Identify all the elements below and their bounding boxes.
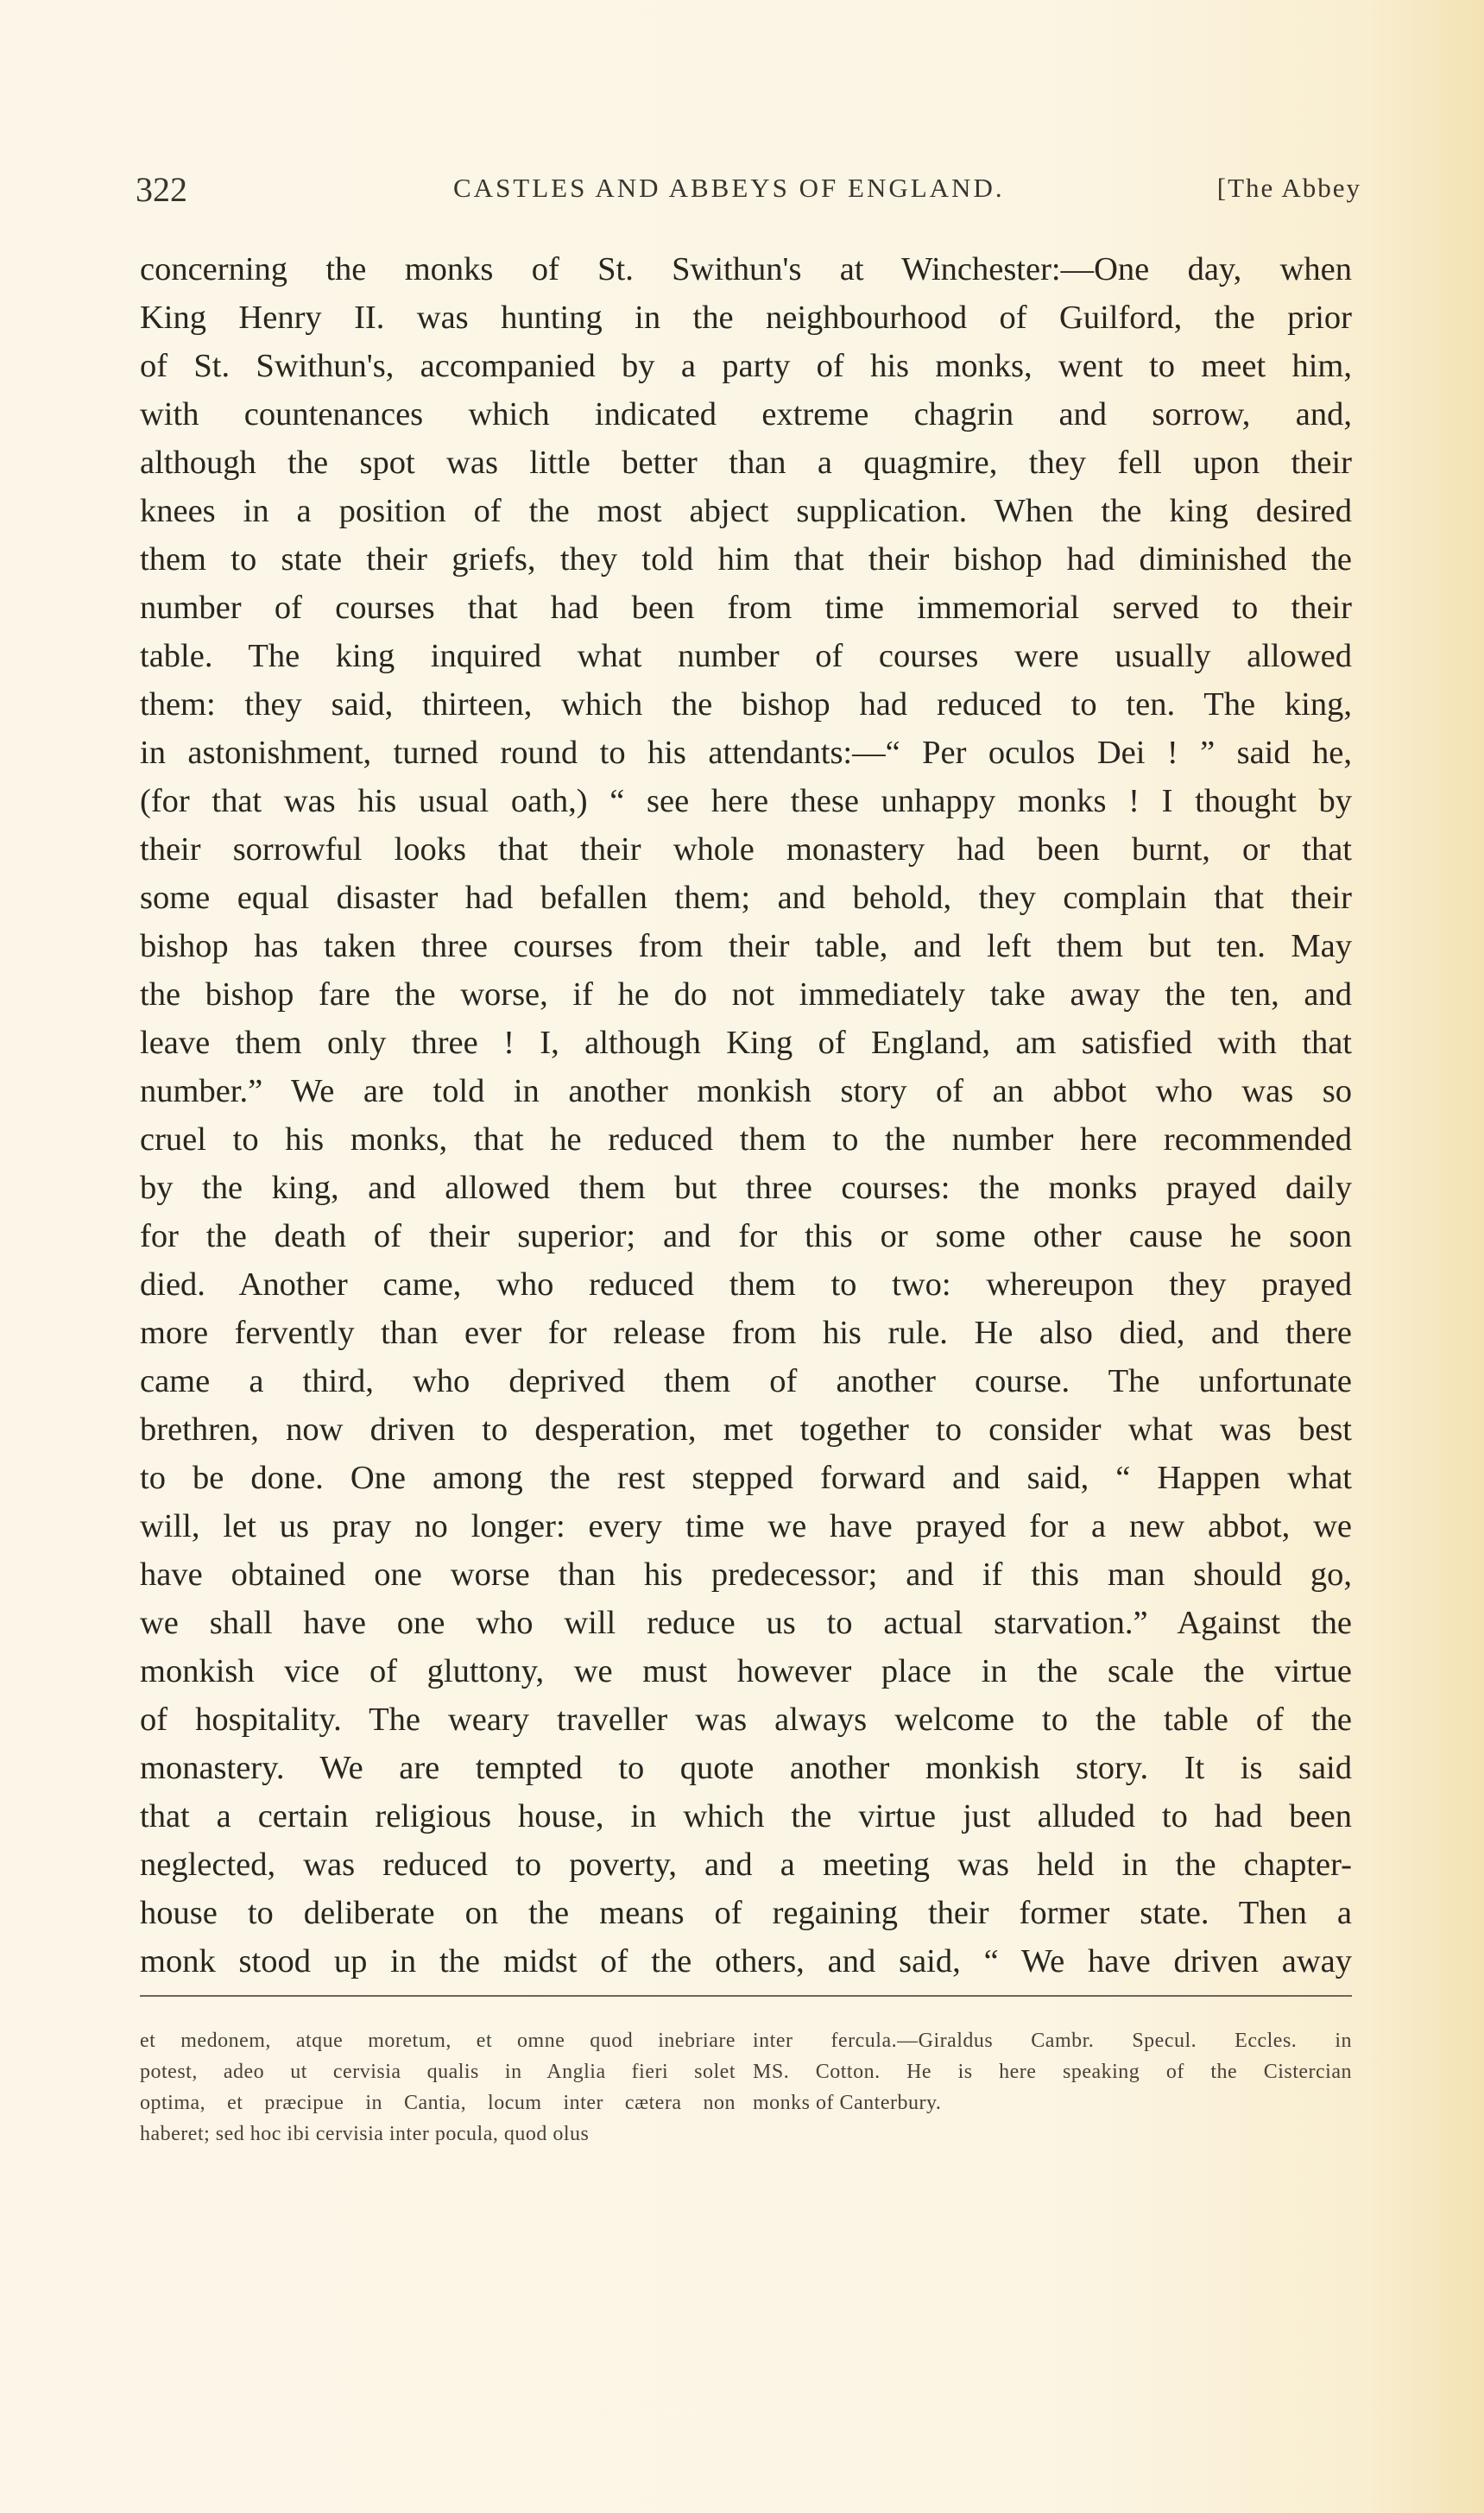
text-line: leave them only three ! I, although King of England, am satisfied with that bbox=[140, 1025, 1352, 1061]
book-title: CASTLES AND ABBEYS OF ENGLAND. bbox=[453, 173, 1005, 203]
text-line: that a certain religious house, in which the virtue just alluded to had been bbox=[140, 1798, 1352, 1834]
text-line: monk stood up in the midst of the others, and said, “ We have driven away bbox=[140, 1943, 1352, 1979]
text-line: house to deliberate on the means of regaining their former state. Then a bbox=[140, 1895, 1352, 1931]
text-line: them to state their griefs, they told him that their bishop had diminished the bbox=[140, 541, 1352, 578]
footnote-right-column bbox=[753, 2025, 1352, 2118]
page-number: 322 bbox=[136, 170, 187, 209]
footnote-line: MS. Cotton. He is here speaking of the Cistercian bbox=[753, 2061, 1352, 2083]
text-line: although the spot was little better than a quagmire, they fell upon their bbox=[140, 445, 1352, 481]
text-line: died. Another came, who reduced them to two: whereupon they prayed bbox=[140, 1266, 1352, 1303]
footnote-line: et medonem, atque moretum, et omne quod inebriare bbox=[140, 2030, 736, 2052]
text-line: them: they said, thirteen, which the bishop had reduced to ten. The king, bbox=[140, 686, 1352, 723]
text-line: brethren, now driven to desperation, met together to consider what was best bbox=[140, 1411, 1352, 1448]
text-line: King Henry II. was hunting in the neighbourhood of Guilford, the prior bbox=[140, 300, 1352, 336]
text-line: the bishop fare the worse, if he do not immediately take away the ten, and bbox=[140, 976, 1352, 1013]
text-line: concerning the monks of St. Swithun's at Winchester:—One day, when bbox=[140, 251, 1352, 287]
text-line: we shall have one who will reduce us to actual starvation.” Against the bbox=[140, 1605, 1352, 1641]
text-line: bishop has taken three courses from their table, and left them but ten. May bbox=[140, 928, 1352, 964]
text-line: table. The king inquired what number of courses were usually allowed bbox=[140, 638, 1352, 674]
text-line: number.” We are told in another monkish story of an abbot who was so bbox=[140, 1073, 1352, 1109]
footnote-left-column bbox=[140, 2025, 736, 2150]
text-line: (for that was his usual oath,) “ see here these unhappy monks ! I thought by bbox=[140, 783, 1352, 819]
text-line: of St. Swithun's, accompanied by a party of his monks, went to meet him, bbox=[140, 348, 1352, 384]
text-line: have obtained one worse than his predecessor; and if this man should go, bbox=[140, 1556, 1352, 1593]
text-line: neglected, was reduced to poverty, and a meeting was held in the chapter- bbox=[140, 1847, 1352, 1883]
text-line: knees in a position of the most abject supplication. When the king desired bbox=[140, 493, 1352, 529]
text-line: for the death of their superior; and for this or some other cause he soon bbox=[140, 1218, 1352, 1254]
text-line: some equal disaster had befallen them; and behold, they complain that their bbox=[140, 880, 1352, 916]
running-head: [The Abbey bbox=[1216, 173, 1361, 203]
text-line: their sorrowful looks that their whole monastery had been burnt, or that bbox=[140, 831, 1352, 868]
text-line: came a third, who deprived them of another course. The unfortunate bbox=[140, 1363, 1352, 1399]
text-line: more fervently than ever for release from his rule. He also died, and there bbox=[140, 1315, 1352, 1351]
text-line: in astonishment, turned round to his attendants:—“ Per oculos Dei ! ” said he, bbox=[140, 735, 1352, 771]
footnote-line: potest, adeo ut cervisia qualis in Anglia fieri solet bbox=[140, 2061, 736, 2083]
main-text bbox=[140, 245, 1352, 1986]
text-line: to be done. One among the rest stepped forward and said, “ Happen what bbox=[140, 1460, 1352, 1496]
footnote-line: monks of Canterbury. bbox=[753, 2092, 942, 2114]
footnote-line: inter fercula.—Giraldus Cambr. Specul. Eccles. in bbox=[753, 2030, 1352, 2052]
text-line: monkish vice of gluttony, we must however place in the scale the virtue bbox=[140, 1653, 1352, 1689]
text-line: cruel to his monks, that he reduced them to the number here recommended bbox=[140, 1121, 1352, 1158]
text-line: number of courses that had been from time immemorial served to their bbox=[140, 590, 1352, 626]
text-line: with countenances which indicated extreme chagrin and sorrow, and, bbox=[140, 396, 1352, 433]
text-line: by the king, and allowed them but three courses: the monks prayed daily bbox=[140, 1170, 1352, 1206]
text-line: monastery. We are tempted to quote another monkish story. It is said bbox=[140, 1750, 1352, 1786]
footnote-divider bbox=[140, 1995, 1352, 1997]
page-header bbox=[136, 169, 1361, 212]
text-line: of hospitality. The weary traveller was always welcome to the table of the bbox=[140, 1702, 1352, 1738]
footnote-line: haberet; sed hoc ibi cervisia inter pocula, quod olus bbox=[140, 2123, 590, 2145]
text-line: will, let us pray no longer: every time we have prayed for a new abbot, we bbox=[140, 1508, 1352, 1544]
footnote-line: optima, et præcipue in Cantia, locum inter cætera non bbox=[140, 2092, 736, 2114]
